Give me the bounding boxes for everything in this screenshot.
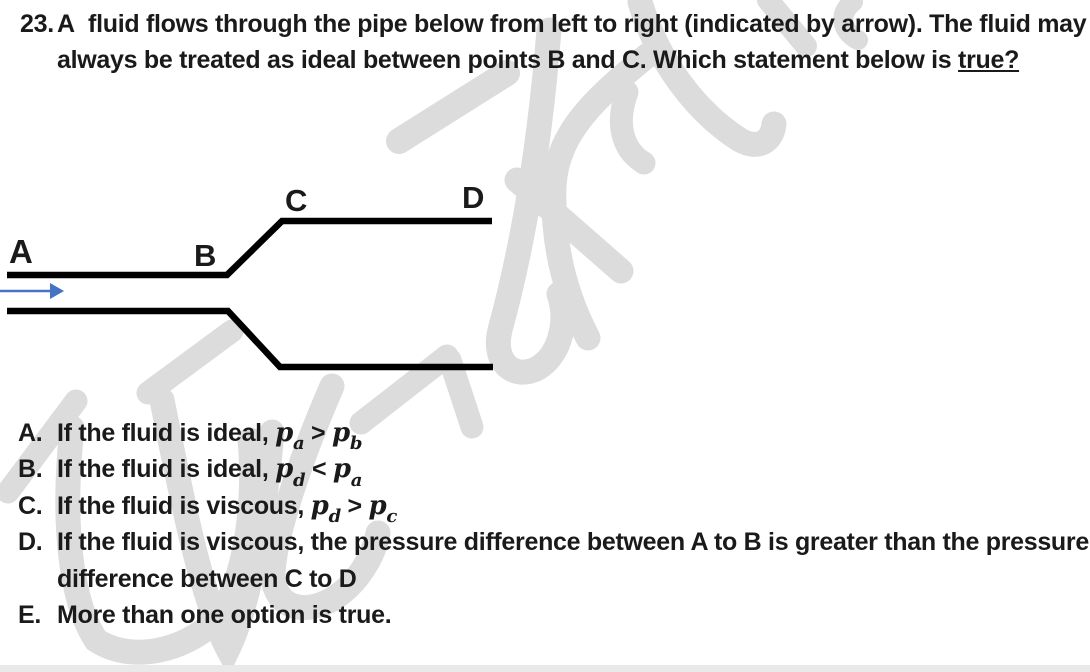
pipe-label-a: A <box>9 233 33 270</box>
option-c-phrase: If the fluid is viscous, <box>57 491 311 520</box>
math-pd: $p_d$ <box>310 490 341 527</box>
option-row-c <box>18 488 1068 527</box>
option-letter-c: C. <box>18 491 43 520</box>
pipe-label-d: D <box>462 180 485 215</box>
option-text-c <box>57 488 398 527</box>
math-pc: $p_c$ <box>368 490 398 527</box>
math-operator: < <box>305 455 333 484</box>
option-row-d <box>18 524 1089 597</box>
option-a-phrase: If the fluid is ideal, <box>57 419 276 447</box>
option-text-b <box>57 451 363 491</box>
option-row-e <box>18 597 1068 633</box>
option-text-d <box>57 524 1089 597</box>
question-number: 23. <box>20 10 54 38</box>
question-line2-prefix: always be treated as ideal between points B and C. Which statement below is <box>57 46 959 74</box>
question-emphasis-true: true? <box>958 46 1020 74</box>
math-pb: $p_b$ <box>331 418 363 455</box>
pipe-bottom-wall <box>7 311 493 367</box>
math-pa: $p_a$ <box>332 454 363 491</box>
pipe-label-b: B <box>194 238 217 273</box>
question-line2 <box>57 42 1067 78</box>
pipe-top-wall <box>7 221 492 275</box>
option-letter-e: E. <box>18 601 42 630</box>
question-text <box>57 6 1087 78</box>
option-letter-d: D. <box>18 528 43 557</box>
math-pd: $p_d$ <box>275 454 306 491</box>
math-operator: > <box>304 419 332 447</box>
option-text-e: More than one option is true. <box>57 601 392 630</box>
options-list <box>18 415 1089 633</box>
math-operator: > <box>340 491 369 520</box>
option-row-a <box>18 415 1068 455</box>
math-pa: $p_a$ <box>275 418 305 455</box>
option-letter-a: A. <box>18 419 43 447</box>
question-line1: A fluid flows through the pipe below from left to right (indicated by arrow). The fluid may <box>57 10 1087 38</box>
option-d-line1: If the fluid is viscous, the pressure difference between A to B is greater than the pressure <box>57 528 1089 557</box>
option-b-phrase: If the fluid is ideal, <box>57 455 276 484</box>
option-letter-b: B. <box>18 455 43 484</box>
option-row-b <box>18 451 1068 491</box>
option-d-line2: difference between C to D <box>57 564 357 593</box>
flow-arrow <box>0 283 64 299</box>
pipe-label-c: C <box>285 183 308 218</box>
page-bottom-edge <box>0 665 1090 672</box>
option-text-a <box>57 415 363 455</box>
